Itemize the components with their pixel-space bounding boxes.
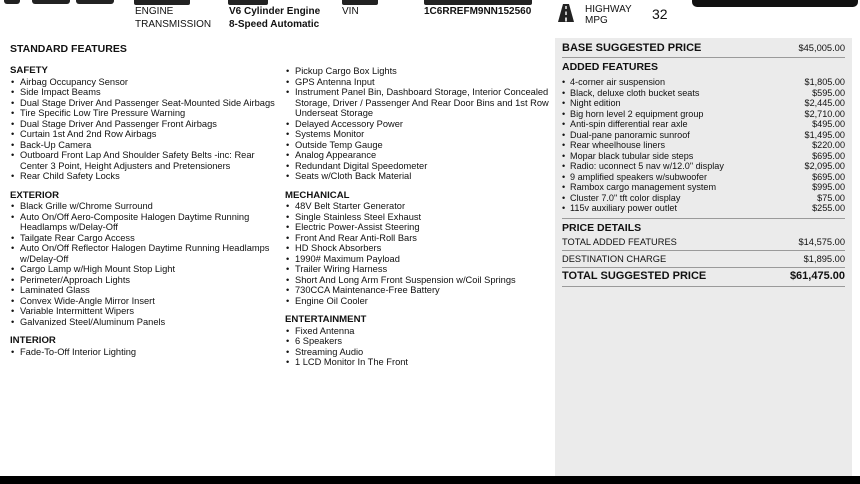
list-item: • Tailgate Rear Cargo Access bbox=[10, 233, 282, 244]
option-price: $695.00 bbox=[812, 171, 845, 182]
list-item: • GPS Antenna Input bbox=[285, 77, 550, 88]
list-item: • Variable Intermittent Wipers bbox=[10, 306, 282, 317]
list-item: • Delayed Accessory Power bbox=[285, 119, 550, 130]
features-column-left bbox=[10, 64, 282, 357]
mechanical-list bbox=[285, 201, 550, 306]
cropped-header-text bbox=[342, 0, 378, 5]
total-price-value: $61,475.00 bbox=[789, 270, 845, 282]
total-price-row bbox=[562, 270, 845, 282]
list-item: • Engine Oil Cooler bbox=[285, 296, 550, 307]
entertainment-heading: ENTERTAINMENT bbox=[285, 314, 367, 325]
sticker-header bbox=[0, 0, 860, 38]
list-item bbox=[562, 161, 845, 172]
destination-row bbox=[562, 254, 845, 264]
divider bbox=[562, 286, 845, 287]
list-item: • Airbag Occupancy Sensor bbox=[10, 77, 282, 88]
interior-heading: INTERIOR bbox=[10, 335, 56, 346]
base-price-label: BASE SUGGESTED PRICE bbox=[562, 42, 702, 54]
list-item bbox=[562, 77, 845, 88]
list-item: • Rear Child Safety Locks bbox=[10, 171, 282, 182]
option-name: • Rambox cargo management system bbox=[562, 182, 716, 193]
interior-list-left bbox=[10, 347, 282, 358]
list-item: • Seats w/Cloth Back Material bbox=[285, 171, 550, 182]
divider bbox=[562, 57, 845, 58]
vin-label: VIN bbox=[342, 6, 359, 17]
option-name: • Rear wheelhouse liners bbox=[562, 140, 665, 151]
highway-mpg-label bbox=[585, 4, 632, 26]
mpg-badge-box bbox=[692, 0, 858, 7]
list-item: • Cargo Lamp w/High Mount Stop Light bbox=[10, 264, 282, 275]
list-item: • Streaming Audio bbox=[285, 347, 550, 358]
list-item bbox=[562, 130, 845, 141]
list-item bbox=[562, 109, 845, 120]
list-item bbox=[562, 140, 845, 151]
list-item: • Dual Stage Driver And Passenger Front Airbags bbox=[10, 119, 282, 130]
vin-value: 1C6RREFM9NN152560 bbox=[424, 6, 532, 17]
list-item: • Analog Appearance bbox=[285, 150, 550, 161]
list-item: • Curtain 1st And 2nd Row Airbags bbox=[10, 129, 282, 140]
bottom-edge-bar bbox=[0, 476, 860, 484]
cropped-header-text bbox=[424, 0, 532, 5]
list-item bbox=[562, 151, 845, 162]
list-item: • Perimeter/Approach Lights bbox=[10, 275, 282, 286]
standard-features-title: STANDARD FEATURES bbox=[10, 43, 127, 55]
total-added-row bbox=[562, 237, 845, 247]
list-item: • Fade-To-Off Interior Lighting bbox=[10, 347, 282, 358]
option-name: • Big horn level 2 equipment group bbox=[562, 109, 703, 120]
brand-logo bbox=[4, 0, 122, 6]
transmission-label: TRANSMISSION bbox=[135, 19, 212, 30]
list-item: • Redundant Digital Speedometer bbox=[285, 161, 550, 172]
list-item bbox=[562, 203, 845, 214]
cropped-header-text bbox=[134, 0, 190, 5]
list-item: • Auto On/Off Reflector Halogen Daytime Running Headlamps w/Delay-Off bbox=[10, 243, 282, 264]
option-price: $1,495.00 bbox=[804, 129, 845, 140]
mechanical-heading: MECHANICAL bbox=[285, 189, 350, 201]
list-item: • Instrument Panel Bin, Dashboard Storage, Interior Concealed Storage, Driver / Passenger And Rear Door Bins and 1st Row Underseat Storage bbox=[285, 87, 550, 119]
list-item bbox=[562, 119, 845, 130]
highway-mpg-value: 32 bbox=[652, 6, 668, 22]
engine-label: ENGINE bbox=[135, 6, 174, 17]
option-price: $255.00 bbox=[812, 203, 845, 213]
option-price: $1,805.00 bbox=[804, 77, 845, 87]
option-name: • 4-corner air suspension bbox=[562, 77, 665, 88]
list-item: • Dual Stage Driver And Passenger Seat-Mounted Side Airbags bbox=[10, 98, 282, 109]
list-item bbox=[562, 193, 845, 204]
list-item bbox=[562, 172, 845, 183]
base-price-value: $45,005.00 bbox=[798, 43, 845, 53]
total-added-label: TOTAL ADDED FEATURES bbox=[562, 237, 677, 247]
option-name: • Dual-pane panoramic sunroof bbox=[562, 130, 690, 141]
option-price: $2,095.00 bbox=[804, 161, 845, 171]
added-features-title: ADDED FEATURES bbox=[562, 61, 659, 73]
divider bbox=[562, 250, 845, 251]
total-price-label: TOTAL SUGGESTED PRICE bbox=[562, 270, 707, 282]
highway-label-line2: MPG bbox=[585, 15, 608, 26]
list-item: • Front And Rear Anti-Roll Bars bbox=[285, 233, 550, 244]
exterior-list bbox=[10, 201, 282, 327]
option-price: $220.00 bbox=[812, 140, 845, 150]
highway-road-icon bbox=[558, 4, 574, 22]
safety-heading: SAFETY bbox=[10, 65, 48, 76]
divider bbox=[562, 267, 845, 268]
pricing-panel bbox=[555, 38, 852, 476]
option-name: • Anti-spin differential rear axle bbox=[562, 119, 688, 130]
list-item: • Galvanized Steel/Aluminum Panels bbox=[10, 317, 282, 328]
list-item: • 6 Speakers bbox=[285, 336, 550, 347]
option-price: $695.00 bbox=[812, 150, 845, 161]
safety-list bbox=[10, 77, 282, 182]
list-item: • Outboard Front Lap And Shoulder Safety Belts -inc: Rear Center 3 Point, Height Adjusters and Pretensioners bbox=[10, 150, 282, 171]
list-item: • Convex Wide-Angle Mirror Insert bbox=[10, 296, 282, 307]
exterior-heading: EXTERIOR bbox=[10, 189, 60, 201]
list-item: • Electric Power-Assist Steering bbox=[285, 222, 550, 233]
base-price-row bbox=[562, 42, 845, 54]
list-item: • 48V Belt Starter Generator bbox=[285, 201, 550, 212]
option-name: • Black, deluxe cloth bucket seats bbox=[562, 88, 699, 99]
list-item: • Auto On/Off Aero-Composite Halogen Daytime Running Headlamps w/Delay-Off bbox=[10, 212, 282, 233]
option-price: $495.00 bbox=[812, 119, 845, 129]
cropped-header-text bbox=[228, 0, 268, 5]
destination-value: $1,895.00 bbox=[803, 254, 845, 264]
divider bbox=[562, 218, 845, 219]
list-item: • Short And Long Arm Front Suspension w/Coil Springs bbox=[285, 275, 550, 286]
interior-list-right bbox=[285, 66, 550, 182]
transmission-value: 8-Speed Automatic bbox=[229, 19, 320, 30]
option-price: $2,710.00 bbox=[804, 108, 845, 119]
option-price: $595.00 bbox=[812, 87, 845, 98]
price-details-title: PRICE DETAILS bbox=[562, 222, 642, 234]
list-item: • Back-Up Camera bbox=[10, 140, 282, 151]
option-name: • Cluster 7.0" tft color display bbox=[562, 193, 680, 204]
list-item: • HD Shock Absorbers bbox=[285, 243, 550, 254]
list-item bbox=[562, 98, 845, 109]
list-item: • 1 LCD Monitor In The Front bbox=[285, 357, 550, 368]
list-item bbox=[562, 182, 845, 193]
list-item: • Side Impact Beams bbox=[10, 87, 282, 98]
list-item: • Systems Monitor bbox=[285, 129, 550, 140]
option-price: $2,445.00 bbox=[804, 98, 845, 108]
added-features-list bbox=[562, 77, 845, 214]
list-item: • Fixed Antenna bbox=[285, 326, 550, 337]
list-item: • Trailer Wiring Harness bbox=[285, 264, 550, 275]
list-item: • Single Stainless Steel Exhaust bbox=[285, 212, 550, 223]
destination-label: DESTINATION CHARGE bbox=[562, 254, 667, 264]
option-name: • 9 amplified speakers w/subwoofer bbox=[562, 172, 707, 183]
list-item: • Black Grille w/Chrome Surround bbox=[10, 201, 282, 212]
engine-value: V6 Cylinder Engine bbox=[229, 6, 321, 17]
option-price: $75.00 bbox=[817, 192, 845, 203]
list-item: • Laminated Glass bbox=[10, 285, 282, 296]
list-item: • Outside Temp Gauge bbox=[285, 140, 550, 151]
option-name: • Mopar black tubular side steps bbox=[562, 151, 693, 162]
highway-label-line1: HIGHWAY bbox=[585, 4, 632, 15]
list-item: • 1990# Maximum Payload bbox=[285, 254, 550, 265]
option-name: • Night edition bbox=[562, 98, 621, 109]
list-item: • 730CCA Maintenance-Free Battery bbox=[285, 285, 550, 296]
list-item: • Tire Specific Low Tire Pressure Warning bbox=[10, 108, 282, 119]
option-price: $995.00 bbox=[812, 182, 845, 192]
option-name: • Radio: uconnect 5 nav w/12.0" display bbox=[562, 161, 724, 172]
list-item: • Pickup Cargo Box Lights bbox=[285, 66, 550, 77]
option-name: • 115v auxiliary power outlet bbox=[562, 203, 677, 214]
entertainment-list bbox=[285, 326, 550, 368]
total-added-value: $14,575.00 bbox=[798, 237, 845, 247]
features-column-right bbox=[285, 66, 550, 368]
list-item bbox=[562, 88, 845, 99]
